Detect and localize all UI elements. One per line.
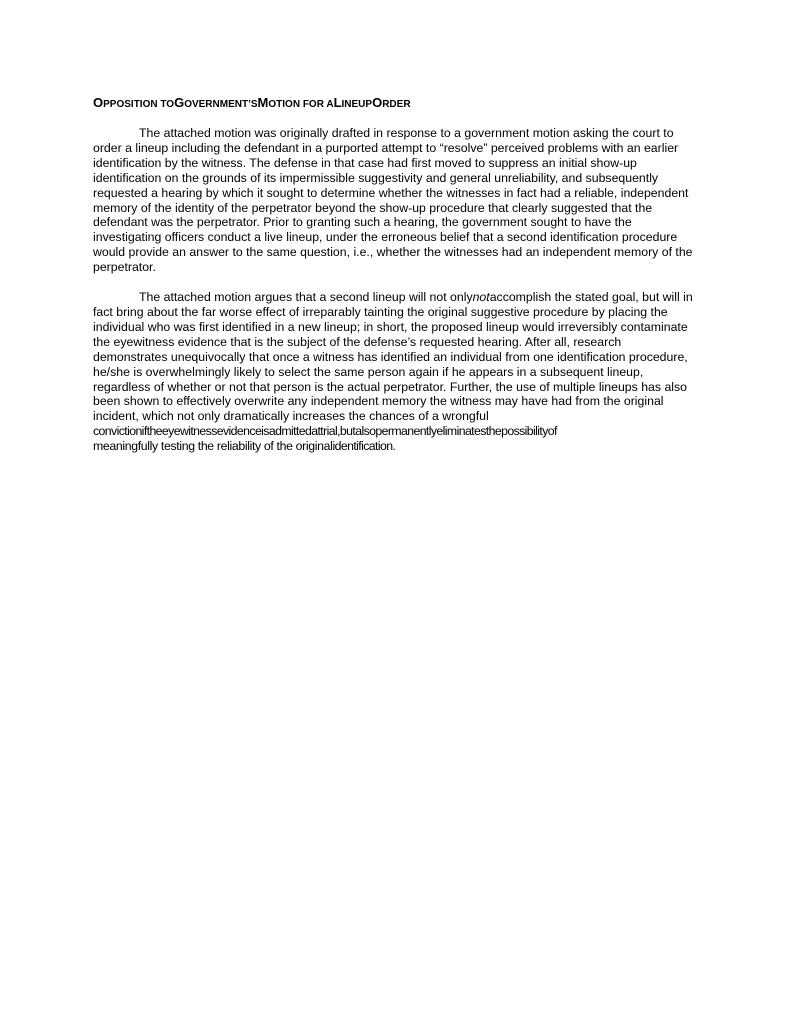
title-cap: M [257,95,269,110]
paragraph-2-emphasis: not [472,290,490,305]
paragraph-1: The attached motion was originally drafted in response to a government motion asking the court to order a lineup including the defendant in a purported attempt to “resolve” perceived problems with an earlier identification by the witness. The defense in that case had first moved to suppress an initial show-up identification on the grounds of its impermissible suggestivity and general unreliability, and subsequently requested a hearing by which it sought to determine whether the witnesses in fact had a reliable, independent memory of the identity of the perpetrator beyond the show-up procedure that clearly suggested that the defendant was the perpetrator. Prior to granting such a hearing, the government sought to have the investigating officers conduct a live lineup, under the erroneous belief that a second identification procedure would provide an answer to the same question, i.e., whether the witnesses had an independent memory of the perpetrator. [93,126,693,275]
document-page [93,95,699,469]
paragraph-2-text: accomplish the stated goal, but will in fact bring about the far worse effect of irreparably tainting the original suggestive procedure by placing the individual who was first identified in a new lineup; in short, the proposed lineup would irreversibly contaminate the eyewitness evidence that is the subject of the defense’s requested hearing. After all, research demonstrates unequivocally that once a witness has identified an individual from one identification procedure, he/she is overwhelmingly likely to select the same person again if he appears in a subsequent lineup, regardless of whether or not that person is the actual perpetrator. Further, the use of multiple lineups has also been shown to effectively overwrite any independent memory the witness may have had from the original incident, which not only dramatically increases the chances of a wrongful [93,290,693,424]
title-cap: G [174,95,185,110]
title-rest: OTION FOR A [268,99,334,110]
title-rest: PPOSITION TO [103,99,175,110]
document-title [93,95,699,113]
title-rest: INEUP [341,99,373,110]
paragraph-2-tight-text: convictioniftheeyewitnessevidenceisadmittedattrial,butalsopermanentlyeliminatesthepossibilityof [93,424,557,439]
title-rest: OVERNMENT’S [184,99,258,110]
title-cap: L [333,95,342,110]
title-rest: RDER [382,99,411,110]
paragraph-2-text: The attached motion argues that a second lineup will not only [139,290,473,305]
title-cap: O [372,95,383,110]
title-cap: O [93,95,104,110]
paragraph-2-end-text: identification. [332,439,396,454]
paragraph-2 [93,290,699,454]
paragraph-2-end-text: meaningfully testing the reliability of the original [93,439,333,454]
